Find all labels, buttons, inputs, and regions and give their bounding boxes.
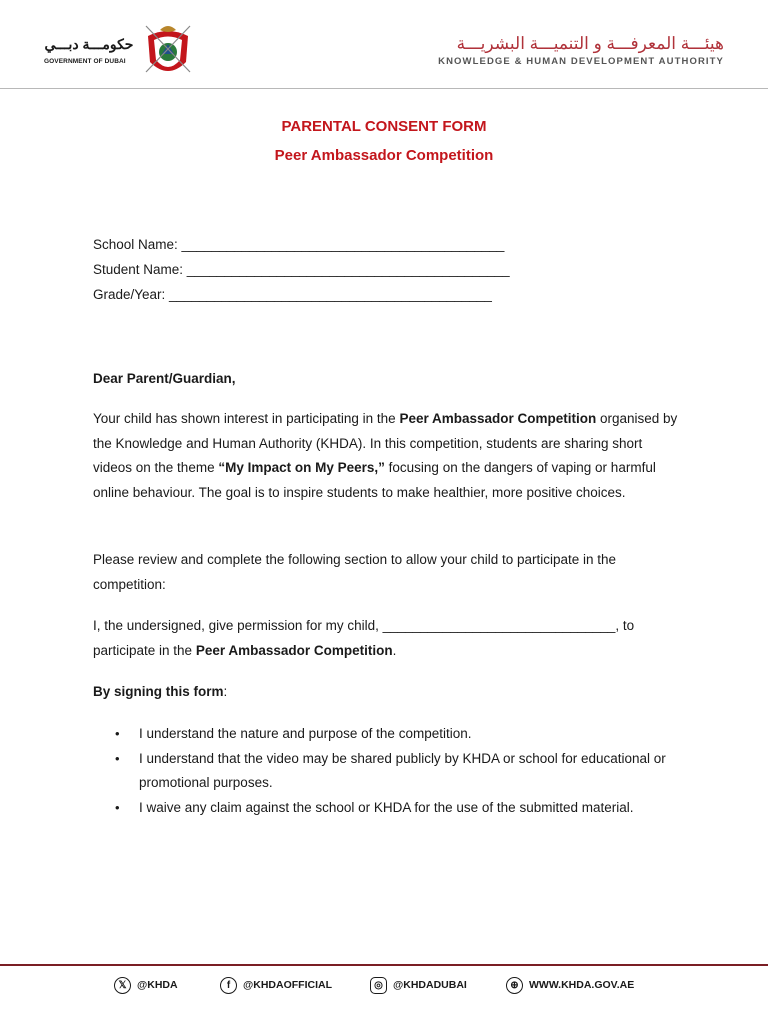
header-divider (0, 88, 768, 89)
footer-website-link[interactable]: ⊕ WWW.KHDA.GOV.AE (506, 972, 634, 998)
permission-paragraph: I, the undersigned, give permission for my child, _______________________________, to participate in the Peer Ambassador Competition. (93, 618, 635, 658)
list-item: • I waive any claim against the school or KHDA for the use of the submitted material. (93, 796, 683, 821)
dubai-emblem-icon (142, 22, 194, 82)
student-name-field[interactable]: Student Name: ___________________________________________ (93, 262, 510, 277)
intro-paragraph: Your child has shown interest in participating in the Peer Ambassador Competition organised by the Knowledge and Human Authority (KHDA). In this competition, students are sharing short videos on the theme “My Impact on My Peers,” focusing on the dangers of vaping or harmful online behaviour. The goal is to inspire students to make healthier, more positive choices. (93, 411, 678, 500)
list-item: • I understand that the video may be shared publicly by KHDA or school for educational or promotional purposes. (93, 747, 683, 796)
salutation: Dear Parent/Guardian, (93, 371, 236, 386)
government-of-dubai-logo (44, 22, 194, 82)
x-icon: 𝕏 (114, 977, 131, 994)
list-item: • I understand the nature and purpose of the competition. (93, 722, 683, 747)
student-info-fields (93, 233, 683, 308)
form-title: PARENTAL CONSENT FORM (281, 118, 487, 135)
form-subtitle: Peer Ambassador Competition (274, 147, 494, 164)
footer-facebook-link[interactable]: f @KHDAOFFICIAL (220, 972, 332, 998)
grade-year-field[interactable]: Grade/Year: ___________________________________________ (93, 287, 492, 302)
globe-icon: ⊕ (506, 977, 523, 994)
permission-text[interactable]: I, the undersigned, give permission for my child, _______________________________, to participate in the (93, 618, 635, 658)
footer-x-link[interactable]: 𝕏 @KHDA (114, 972, 178, 998)
signing-heading: By signing this form: (93, 684, 228, 699)
instruction-paragraph: Please review and complete the following section to allow your child to participate in the competition: (93, 552, 617, 592)
khda-arabic-text: هيئـــة المعرفـــة و التنميـــة البشريـــة (456, 34, 724, 53)
gov-arabic-text: حكومـــة دبـــي (44, 36, 134, 52)
khda-logo (424, 34, 724, 74)
facebook-icon: f (220, 977, 237, 994)
school-name-field[interactable]: School Name: ___________________________________________ (93, 237, 505, 252)
footer-divider (0, 964, 768, 966)
footer (0, 972, 768, 998)
agreement-list (93, 722, 683, 820)
instagram-icon: ◎ (370, 977, 387, 994)
gov-english-text: GOVERNMENT OF DUBAI (44, 58, 126, 65)
footer-instagram-link[interactable]: ◎ @KHDADUBAI (370, 972, 467, 998)
khda-english-text: KNOWLEDGE & HUMAN DEVELOPMENT AUTHORITY (438, 56, 724, 67)
